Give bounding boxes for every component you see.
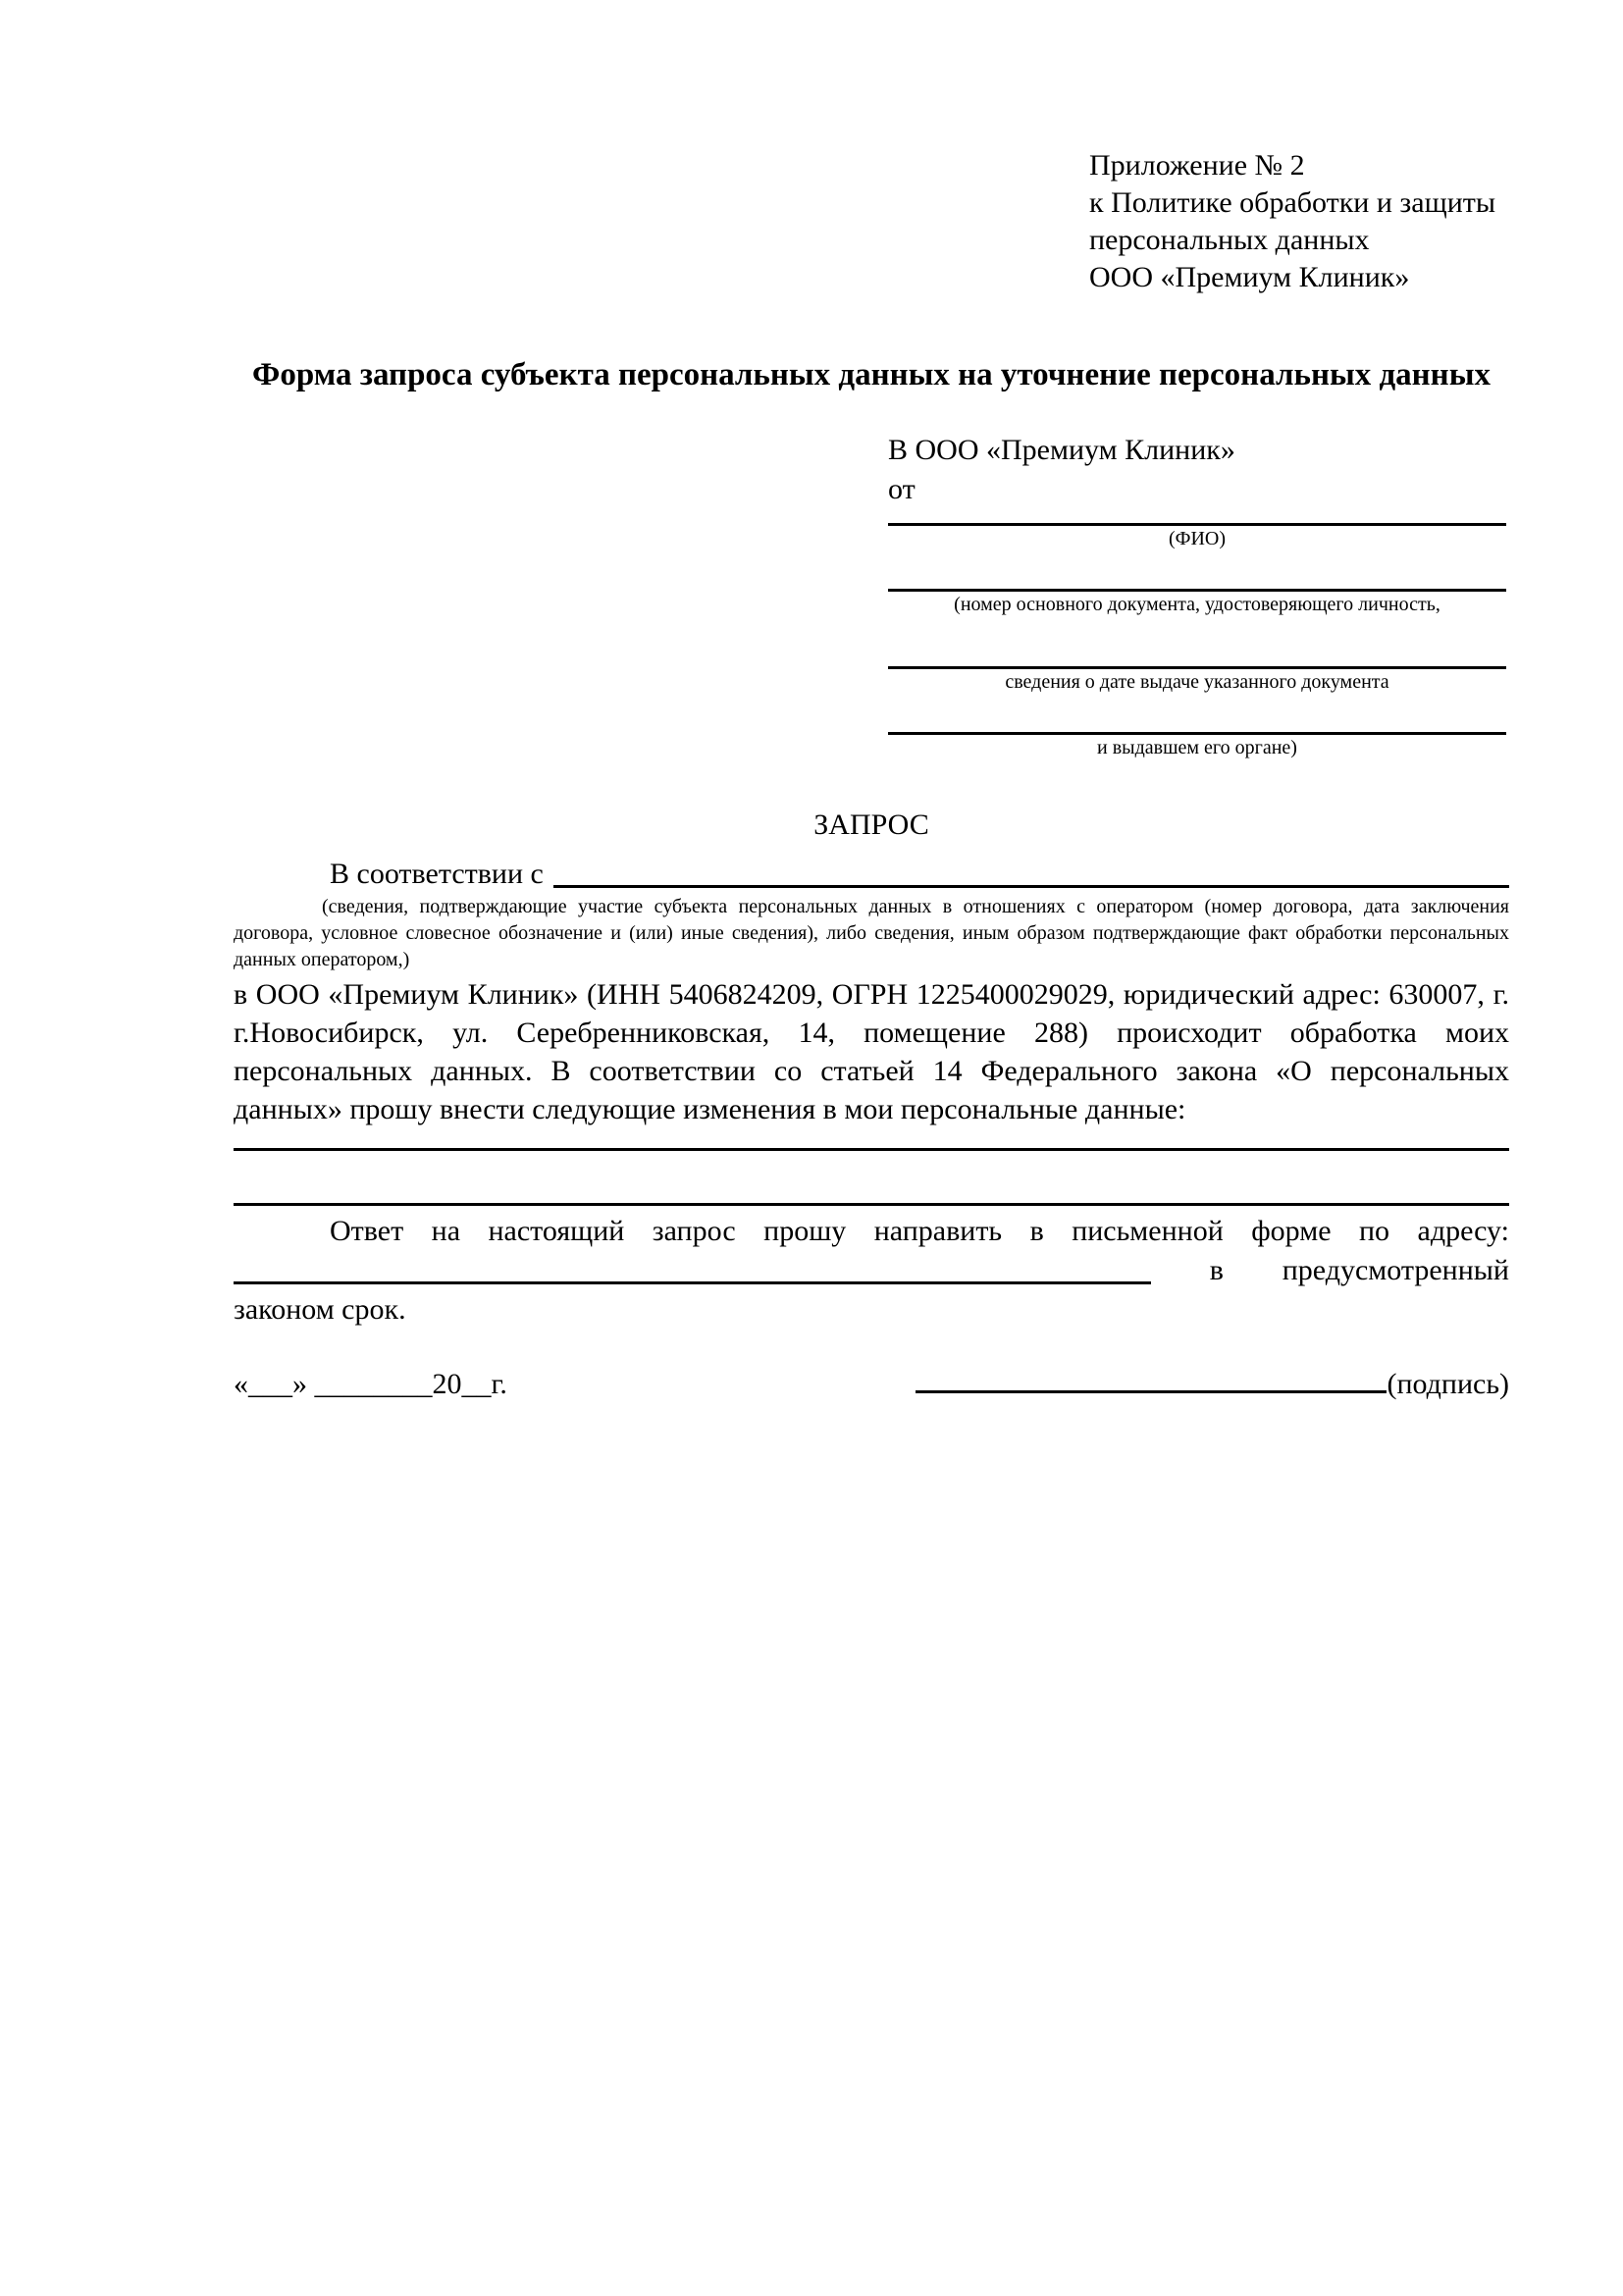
reply-address-line [234,1251,1509,1290]
request-heading: ЗАПРОС [813,809,929,841]
signature-blank-line [916,1390,1387,1393]
request-basis-line [234,855,1509,894]
document-number-blank-line [888,551,1506,592]
document-number-field [888,551,1506,617]
signature-group [916,1365,1509,1404]
fio-blank-line [888,509,1506,526]
addressee-block [888,431,1506,760]
appendix-header [1089,147,1509,296]
request-basis-blank-line [553,855,1509,888]
issue-date-blank-line [888,617,1506,669]
reply-address-paragraph: Ответ на настоящий запрос прошу направить в письменной форме по адресу: [330,1215,1509,1247]
issue-date-field [888,617,1506,695]
request-basis-caption: (сведения, подтверждающие участие субъекта персональных данных в отношениях с оператором (номер договора, дата заключения договора, условное словесное обозначение и (или) иные сведения), либо сведения, иным образом подтверждающие факт обработки персональных данных оператором,) [234,896,1509,970]
fio-caption: (ФИО) [1168,528,1226,549]
addressee-from: от [888,473,916,505]
reply-address-blank-line [234,1251,1151,1284]
fio-field [888,509,1506,551]
signature-caption: (подпись) [1387,1368,1509,1400]
date-blank: «___» ________20__г. [234,1368,507,1400]
request-body-paragraph: в ООО «Премиум Клиник» (ИНН 5406824209, ОГРН 1225400029029, юридический адрес: 630007, г. г.Новосибирск, ул. Серебренниковская, 14, помещение 288) происходит обработка моих персональных данных. В соответствии со статьей 14 Федерального закона «О персональных данных» прошу внести следующие изменения в мои персональные данные: [234,978,1509,1125]
addressee-to: В ООО «Премиум Клиник» [888,434,1235,466]
date-signature-row [234,1365,1509,1404]
issuing-authority-blank-line [888,695,1506,735]
changes-blank-line [234,1151,1509,1206]
issuing-authority-caption: и выдавшем его органе) [1097,737,1297,758]
appendix-line: ООО «Премиум Клиник» [1089,261,1410,293]
document-title: Форма запроса субъекта персональных данных на уточнение персональных данных [252,357,1491,392]
changes-blank-line [234,1128,1509,1151]
reply-tail: законом срок. [234,1293,406,1326]
document-number-caption: (номер основного документа, удостоверяющего личность, [954,594,1440,615]
reply-word-v: в [1209,1254,1224,1286]
appendix-line: персональных данных [1089,224,1370,256]
issuing-authority-field [888,695,1506,760]
request-basis-prefix: В соответствии с [330,858,544,890]
appendix-line: Приложение № 2 [1089,149,1305,182]
appendix-line: к Политике обработки и защиты [1089,186,1496,219]
issue-date-caption: сведения о дате выдаче указанного документа [1005,671,1389,693]
reply-word-predusmotrenny: предусмотренный [1282,1254,1509,1286]
